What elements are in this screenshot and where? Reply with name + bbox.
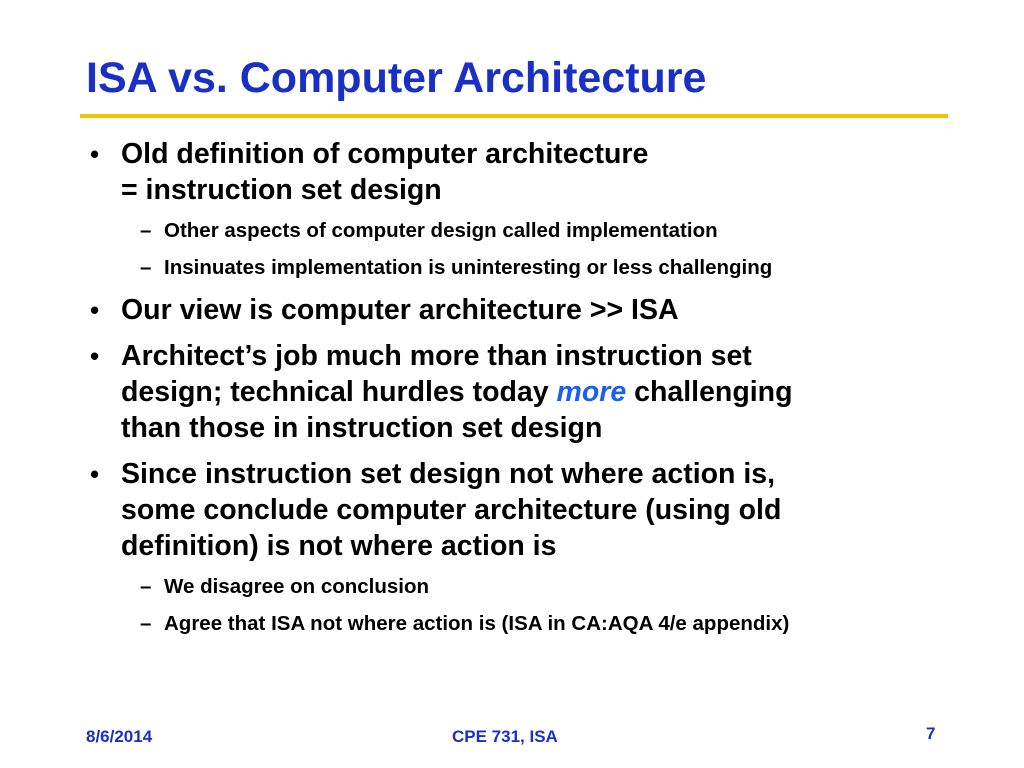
sub-bullet-disagree	[86, 574, 966, 600]
dash-icon: –	[140, 219, 152, 242]
bullet-text-segment: challenging	[626, 376, 793, 408]
bullet-dot-icon: •	[90, 295, 100, 325]
emphasis-more: more	[556, 376, 627, 408]
bullet-text-line: Since instruction set design not where action is,	[121, 458, 776, 490]
bullet-dot-icon: •	[90, 139, 100, 169]
footer-course: CPE 731, ISA	[452, 727, 558, 746]
bullet-old-definition	[86, 136, 966, 208]
slide-title: ISA vs. Computer Architecture	[86, 54, 707, 102]
sub-bullet-agree	[86, 611, 966, 637]
dash-icon: –	[140, 256, 152, 279]
bullet-text-line: = instruction set design	[121, 174, 442, 206]
bullet-text-line: definition) is not where action is	[121, 530, 557, 562]
footer-date: 8/6/2014	[86, 727, 153, 746]
sub-bullet-text: Other aspects of computer design called implementation	[164, 219, 718, 242]
dash-icon: –	[140, 575, 152, 598]
sub-bullet-insinuates	[86, 255, 966, 281]
bullet-architects-job	[86, 338, 966, 446]
page-number: 7	[926, 724, 936, 743]
bullet-our-view	[86, 292, 966, 328]
sub-bullet-text: We disagree on conclusion	[164, 575, 430, 598]
bullet-text-line: Old definition of computer architecture	[121, 138, 649, 170]
sub-bullet-text: Insinuates implementation is uninteresting or less challenging	[164, 256, 773, 279]
bullet-text-line: than those in instruction set design	[121, 412, 603, 444]
bullet-text-segment: design; technical hurdles today	[121, 376, 557, 408]
bullet-dot-icon: •	[90, 341, 100, 371]
bullet-text-line: Our view is computer architecture >> ISA	[121, 294, 679, 326]
sub-bullet-implementation	[86, 218, 966, 244]
title-divider	[80, 114, 948, 118]
bullet-text-line: Architect’s job much more than instruction set	[121, 340, 752, 372]
bullet-since-isa	[86, 456, 966, 564]
slide-body	[86, 136, 966, 648]
bullet-text-line	[121, 374, 966, 410]
sub-bullet-text: Agree that ISA not where action is (ISA in CA:AQA 4/e appendix)	[164, 612, 790, 635]
bullet-dot-icon: •	[90, 459, 100, 489]
dash-icon: –	[140, 612, 152, 635]
bullet-text-line: some conclude computer architecture (using old	[121, 494, 782, 526]
